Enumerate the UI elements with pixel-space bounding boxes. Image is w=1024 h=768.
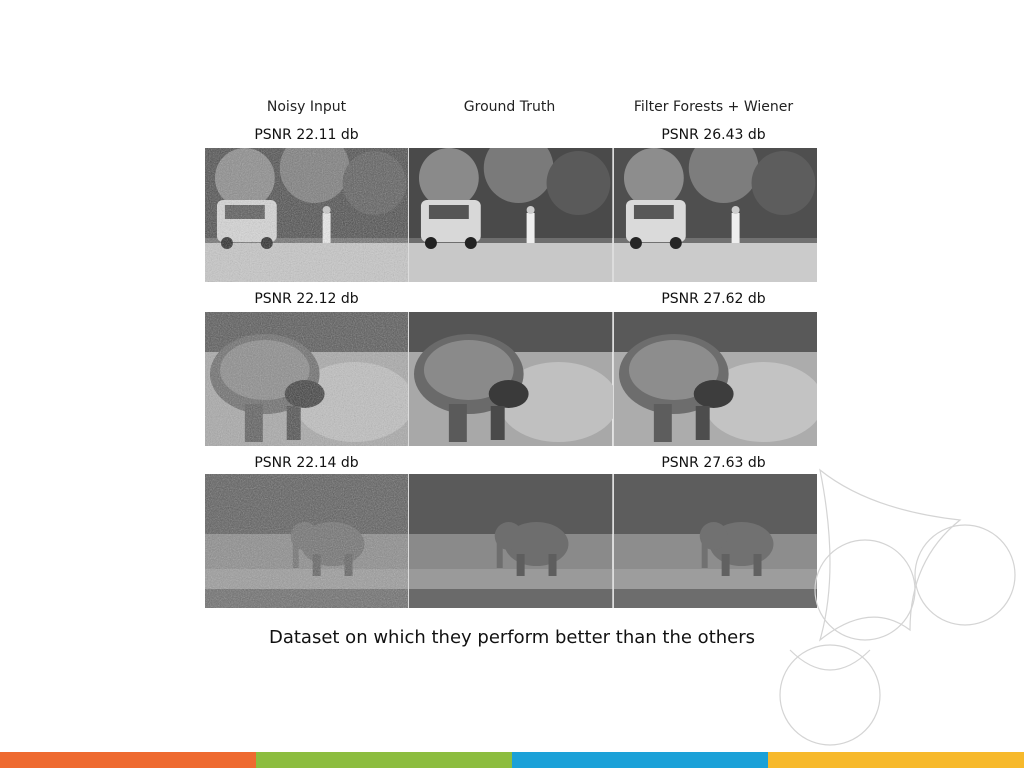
image-car-ground-truth	[409, 148, 613, 282]
column-header-ground-truth: Ground Truth	[463, 99, 556, 115]
column-header-filter-forests: Filter Forests + Wiener	[633, 99, 794, 115]
image-tortoise-filtered	[614, 312, 817, 446]
image-elephant-ground-truth	[409, 474, 613, 608]
decorative-circles	[760, 450, 1024, 750]
psnr-filtered-row-2: PSNR 27.62 db	[661, 291, 766, 307]
psnr-filtered-row-3: PSNR 27.63 db	[661, 455, 766, 471]
psnr-noisy-row-1: PSNR 22.11 db	[254, 127, 359, 143]
footer-segment-blue	[512, 752, 768, 768]
image-row-elephant	[205, 474, 817, 608]
footer-color-bar	[0, 752, 1024, 768]
slide-caption: Dataset on which they perform better than the others	[268, 627, 756, 648]
image-row-car	[205, 148, 817, 282]
image-tortoise-noisy	[205, 312, 409, 446]
image-car-noisy	[205, 148, 409, 282]
column-header-noisy-input: Noisy Input	[266, 99, 347, 115]
footer-segment-green	[256, 752, 512, 768]
image-row-tortoise	[205, 312, 817, 446]
image-tortoise-ground-truth	[409, 312, 613, 446]
image-elephant-noisy	[205, 474, 409, 608]
footer-segment-orange	[0, 752, 256, 768]
psnr-noisy-row-3: PSNR 22.14 db	[254, 455, 359, 471]
psnr-noisy-row-2: PSNR 22.12 db	[254, 291, 359, 307]
image-car-filtered	[614, 148, 817, 282]
footer-segment-yellow	[768, 752, 1024, 768]
psnr-filtered-row-1: PSNR 26.43 db	[661, 127, 766, 143]
